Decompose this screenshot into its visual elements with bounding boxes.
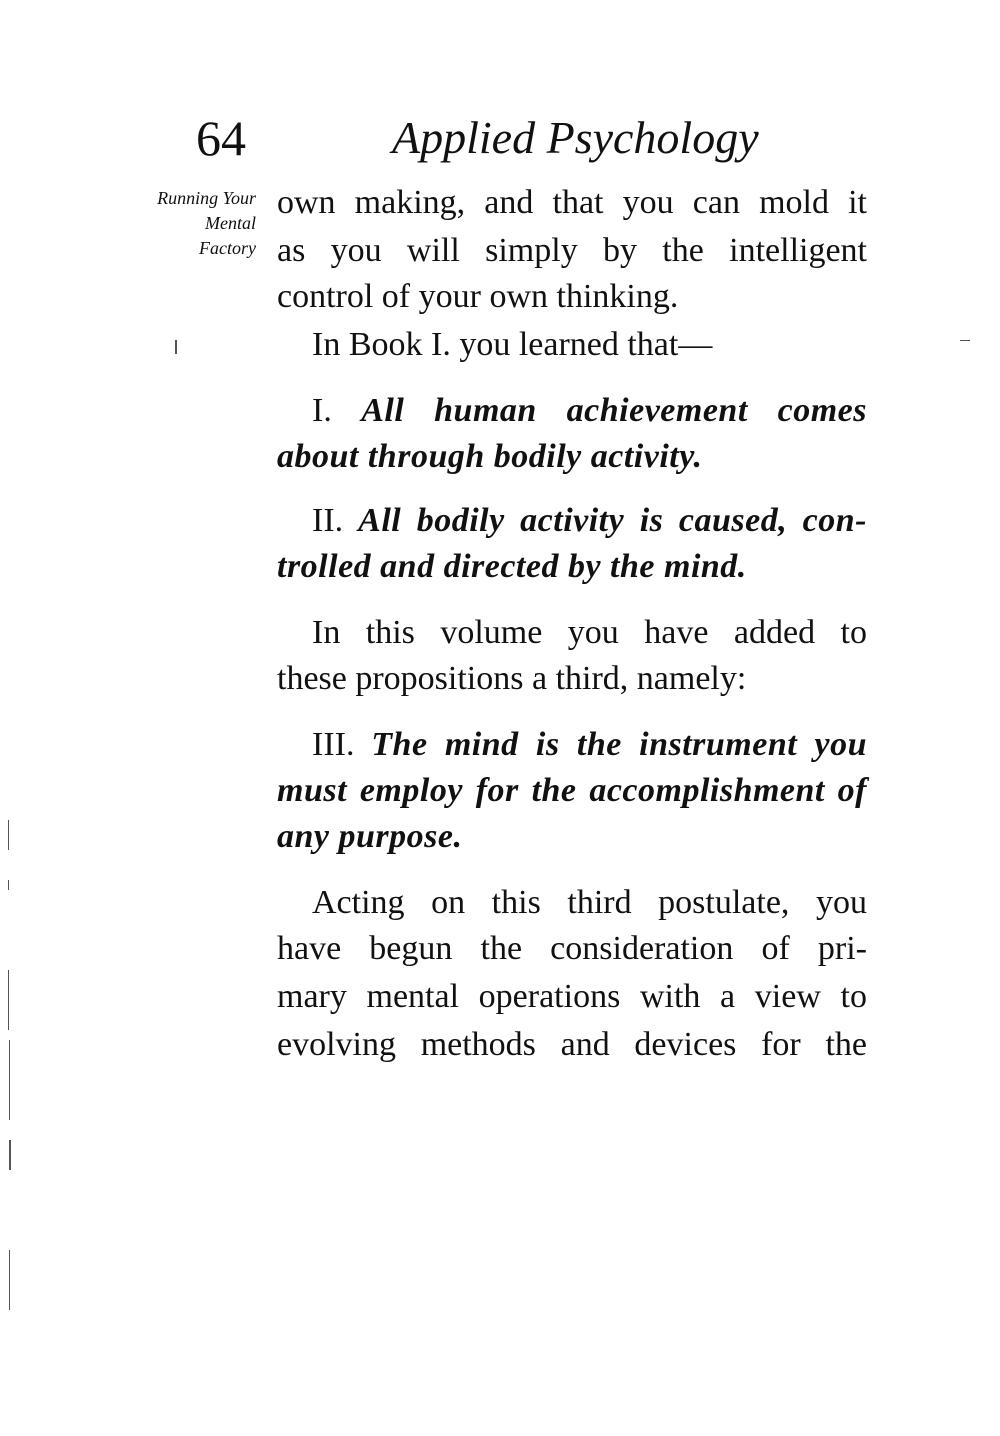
margin-note	[96, 186, 256, 261]
proposition-line	[312, 722, 867, 768]
proposition-text: The mind is the instrument you	[371, 726, 867, 763]
text-line: evolving methods and devices for the	[277, 1026, 867, 1063]
text-line: control of your own thinking.	[277, 278, 679, 315]
text-line: as you will simply by the intelligent	[277, 232, 867, 269]
text-line: these propositions a third, namely:	[277, 660, 747, 697]
text-line: own making, and that you can mold it	[277, 184, 867, 221]
text-line: In this volume you have added to	[312, 614, 867, 651]
proposition-line: must employ for the accomplishment of	[277, 772, 867, 809]
margin-note-line: Running Your	[157, 188, 256, 208]
margin-note-line: Mental	[205, 213, 256, 233]
proposition-line	[312, 388, 867, 434]
text-line: have begun the consideration of pri-	[277, 930, 867, 967]
page-number: 64	[196, 110, 246, 166]
proposition-line: about through bodily activity.	[277, 438, 703, 475]
proposition-line: any purpose.	[277, 818, 463, 855]
proposition-numeral: II.	[312, 502, 344, 539]
text-line: mary mental operations with a view to	[277, 978, 867, 1015]
text-line: In Book I. you learned that—	[312, 326, 713, 363]
text-line: Acting on this third postulate, you	[312, 884, 867, 921]
proposition-line: trolled and directed by the mind.	[277, 548, 747, 585]
proposition-text: All bodily activity is caused, con-	[358, 502, 867, 539]
margin-note-line: Factory	[199, 238, 256, 258]
proposition-text: All human achievement comes	[361, 392, 868, 429]
proposition-numeral: III.	[312, 726, 355, 763]
running-title: Applied Psychology	[392, 112, 759, 163]
proposition-line	[312, 498, 867, 544]
proposition-numeral: I.	[312, 392, 332, 429]
